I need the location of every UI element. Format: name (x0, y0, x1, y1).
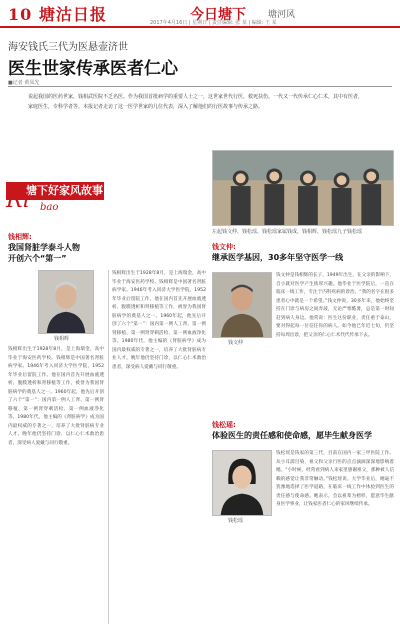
section-logo-bao: bao (40, 202, 59, 213)
masthead-logo (8, 2, 107, 25)
edition-section: 塘河风 (268, 10, 296, 20)
section-logo-ri: Ri (6, 188, 30, 213)
profile-2-kicker: 钱文仲: (212, 243, 236, 251)
masthead-rule (0, 26, 400, 28)
profile-1-caption: 钱相辉 (54, 336, 70, 342)
profile-2-portrait (213, 273, 271, 337)
profile-1-portrait (39, 271, 93, 333)
page-number: 10 (8, 5, 33, 24)
byline: ■记者 黄凤光 (8, 80, 40, 86)
profile-3-caption: 钱松瑶 (228, 518, 244, 524)
headline: 医生世家传承医者仁心 (8, 59, 178, 79)
profile-3-title: 体验医生的责任感和使命感，愿毕生献身医学 (212, 431, 372, 440)
lede-paragraph: 说起我国的医药世家，钱相武医院不乏名医。作为我国首批病学的重要人士之一，这世家世代行医，救死扶伤。一代又一代传承仁心仁术，其中有医者，家庭医生，专科学者等。本报记者走访了这一医学世家的几位代表，深入了解他们的行医故事与传承之路。 (28, 94, 364, 110)
profile-2-title: 继承医学基因，30多年坚守医学一线 (212, 253, 344, 262)
profile-1-title-line2: 开创六个“第一” (8, 254, 67, 263)
divider (8, 86, 392, 87)
column-rule (108, 270, 109, 624)
profile-2-body: 钱文仲是钱相辉的长子，1949年出生，在父亲的影响下，自小就对医学产生浓厚兴趣。他毕业于医学院后，一直在临床一线工作，专注于内科疾病的诊治。“我的名字在很多患者心中就是一个希望。”钱文仲说。30多年来，他始终坚持在门诊与病房之间奔波，无论严寒酷暑，总是第一时间赶到病人身边。他常说：医生这份职业，责任重于泰山，要对得起每一位信任你的病人。如今他已年近七旬，仍坚持每周出诊，把父亲的仁心仁术代代传承下去。 (276, 273, 394, 338)
profile-3-photo (212, 450, 272, 516)
profile-1-title (8, 242, 108, 264)
section-title: 塘下好家风故事 (26, 184, 103, 197)
profile-3-portrait (213, 451, 271, 515)
subheadline: 海安钱氏三代为医悬壶济世 (8, 42, 128, 53)
group-photo-caption: 左起钱文仲、钱松瑶、钱松瑶家属钱成、钱相辉、钱松瑶九子钱松瑶 (212, 229, 363, 235)
profile-3-body: 钱松瑶是钱家的第三代，目前在国内一家三甲医院工作。从小耳濡目染，祖父和父亲行医的点点滴滴深深地影响着她。“小时候，经常看到病人来家里感谢祖父，那种被人信赖的感觉让我非常触动。”钱松瑶说。大学毕业后，她毫不犹豫地选择了医学道路，在临床一线工作中体验到医生的责任感与使命感。她表示，会以祖辈为榜样，愿意毕生献身医学事业，让钱家医者仁心的家风继续传承。 (276, 451, 394, 507)
profile-1-body-col1: 钱相辉出生于1928年8月，是上海瑞金，高中毕业于海安医药学校。钱相辉是中国著名肾脏病学家。1946年考入同济大学医学院，1952年毕业后留院工作。他在国内首先开展血液透析、腹膜透析和肾移植等工作，被誉为我国肾脏病学的奠基人之一。1960年起，他先后开创了六个“第一”：国内第一例人工肾、第一例肾移植、第一例肾穿刺活检、第一例血液净化等。1980年代，他主编的《肾脏病学》成为国内最权威的专著之一，培养了大批肾脏病专业人才。晚年他仍坚持门诊，以仁心仁术救治患者，深受病人爱戴与同行敬重。 (8, 347, 104, 446)
group-photo (212, 150, 394, 226)
profile-2-photo (212, 272, 272, 338)
masthead (0, 0, 400, 26)
profile-1-body-col2: 钱相辉出生于1928年8月，是上海瑞金，高中毕业于海安医药学校。钱相辉是中国著名肾脏病学家。1946年考入同济大学医学院，1952年毕业后留院工作。他在国内首先开展血液透析、腹膜透析和肾移植等工作，被誉为我国肾脏病学的奠基人之一。1960年起，他先后开创了六个“第一”：国内第一例人工肾、第一例肾移植、第一例肾穿刺活检、第一例血液净化等。1980年代，他主编的《肾脏病学》成为国内最权威的专著之一，培养了大批肾脏病专业人才。晚年他仍坚持门诊，以仁心仁术救治患者，深受病人爱戴与同行敬重。 (112, 271, 206, 370)
dateline: 2017年4月16日 | 星期日 | 责任编辑: 张 某 | 编辑: 王 某 (150, 20, 277, 26)
section-logo (6, 174, 104, 214)
profile-1-title-line1: 我国肾脏学泰斗人物 (8, 243, 80, 252)
edition-title: 今日塘下 (190, 7, 246, 23)
profile-2-caption: 钱文仲 (228, 340, 244, 346)
profile-3-kicker: 钱松瑶: (212, 421, 236, 429)
profile-1-photo (38, 270, 94, 334)
paper-name: 塘沽日报 (38, 5, 107, 24)
profile-1-kicker: 钱相辉: (8, 233, 32, 241)
group-photo-image (213, 151, 393, 225)
